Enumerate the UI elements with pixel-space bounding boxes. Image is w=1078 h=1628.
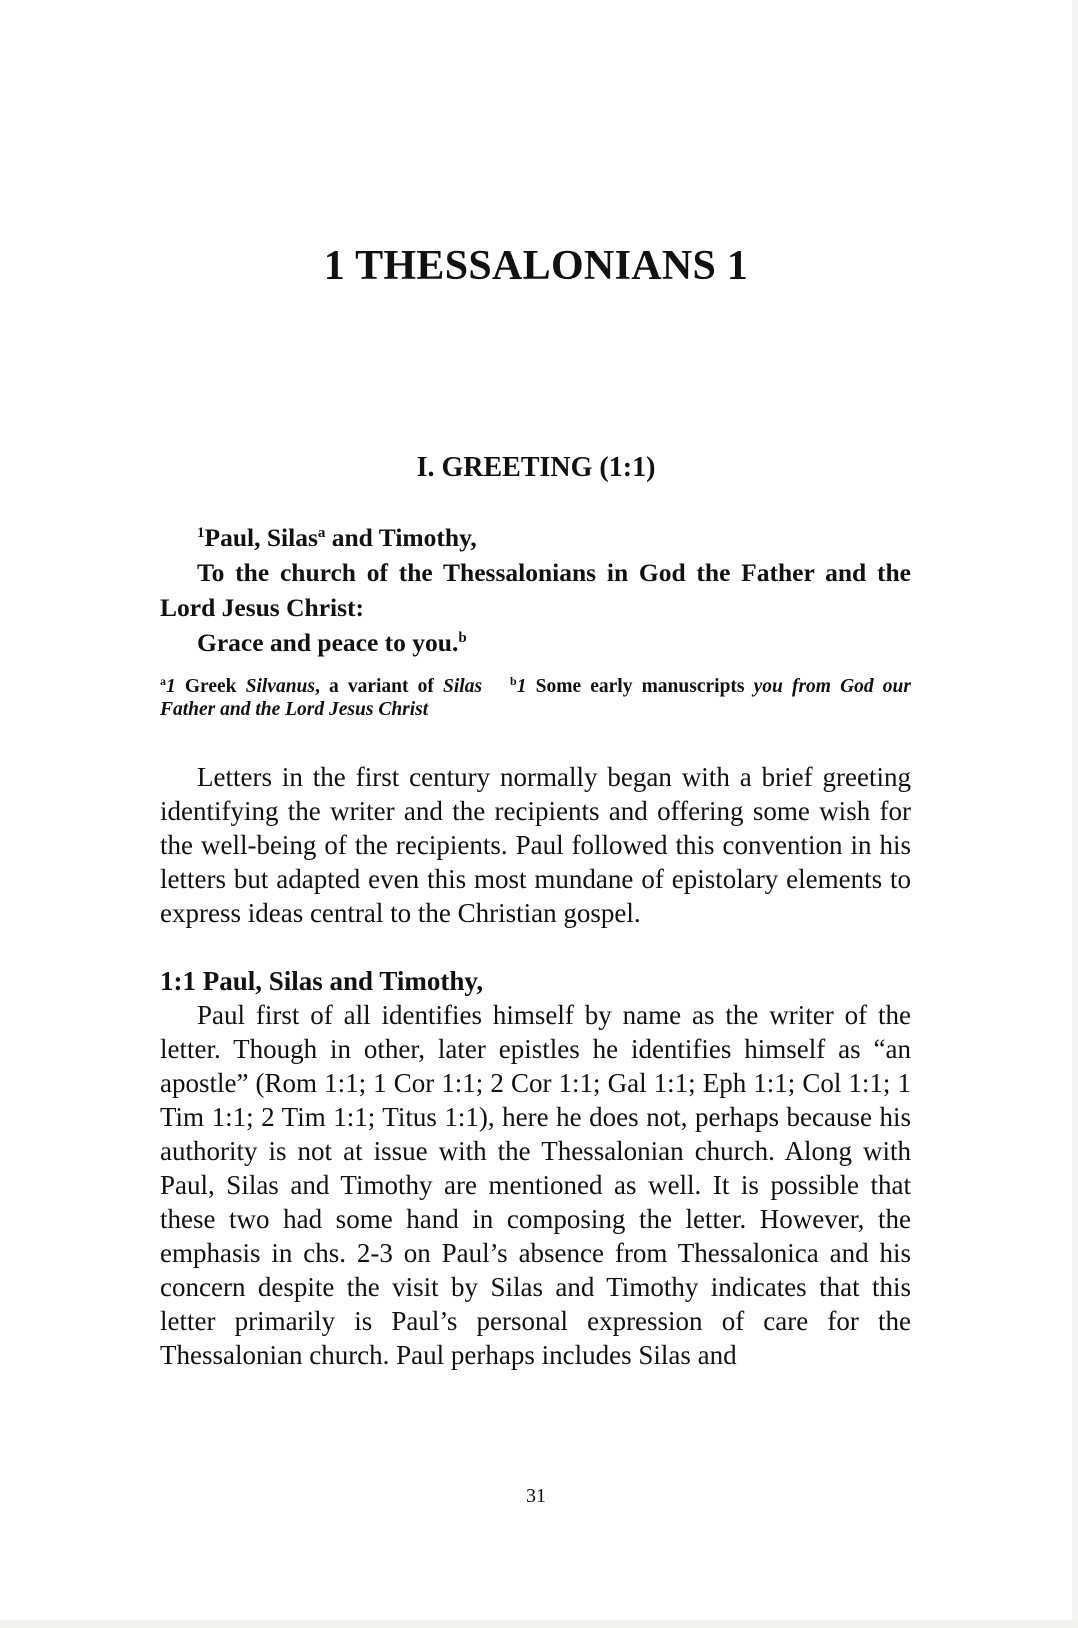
footnote-marker: a [317, 525, 326, 541]
footnote-italic: Silas [443, 676, 483, 697]
paragraph-spacer [160, 930, 911, 964]
scripture-line-3 [160, 625, 911, 660]
page-edge [1072, 0, 1078, 1620]
page-number: 31 [526, 1485, 546, 1507]
scripture-line-1 [160, 520, 911, 555]
footnote-text: Some early manuscripts [526, 676, 754, 697]
scripture-line-2: To the church of the Thessalonians in God the Father and the Lord Jesus Christ: [160, 558, 911, 622]
footnote-letter: a [160, 674, 166, 688]
verse-number: 1 [197, 525, 205, 541]
footnote-marker: b [458, 630, 467, 646]
commentary [160, 760, 911, 1372]
commentary-intro: Letters in the first century normally began with a brief greeting identifying the writer and the recipients and offering some wish for the well-being of the recipients. Paul followed this convention in his letters but adapted even this most mundane of epistolary elements to express ideas central to the Christian gospel. [160, 762, 911, 928]
scripture-text: Grace and peace to you. [197, 628, 459, 657]
footnote-text: Greek [175, 676, 246, 697]
footnote-italic: you from God our Father and the Lord Jesus Christ [160, 676, 911, 720]
footnote-italic: Silvanus [245, 676, 315, 697]
scripture-passage [160, 520, 911, 660]
footnote-letter: b [510, 674, 517, 688]
scripture-text: and Timothy, [325, 523, 477, 552]
section-heading: I. GREETING (1:1) [416, 452, 656, 483]
footnote-text: , a variant of [315, 676, 444, 697]
footnote-verse-ref: 1 [516, 676, 527, 697]
scripture-text: Paul, Silas [204, 523, 318, 552]
chapter-title: 1 THESSALONIANS 1 [323, 243, 749, 289]
commentary-body: Paul first of all identifies himself by name as the writer of the letter. Though in other, later epistles he identifies himself as “an apostle” (Rom 1:1; 1 Cor 1:1; 2 Cor 1:1; Gal 1:1; Eph 1:1; Col 1:1; 1 Tim 1:1; 2 Tim 1:1; Titus 1:1), here he does not, perhaps because his authority is not at issue with the Thessalonian church. Along with Paul, Silas and Timothy are mentioned as well. It is possible that these two had some hand in composing the letter. However, the emphasis in chs. 2-3 on Paul’s absence from Thessalonica and his concern despite the visit by Silas and Timothy indicates that this letter primarily is Paul’s personal expression of care for the Thessalonian church. Paul perhaps includes Silas and [160, 1000, 911, 1370]
commentary-subhead: 1:1 Paul, Silas and Timothy, [160, 966, 484, 996]
footnote-verse-ref: 1 [166, 676, 176, 697]
footnotes [160, 675, 911, 721]
